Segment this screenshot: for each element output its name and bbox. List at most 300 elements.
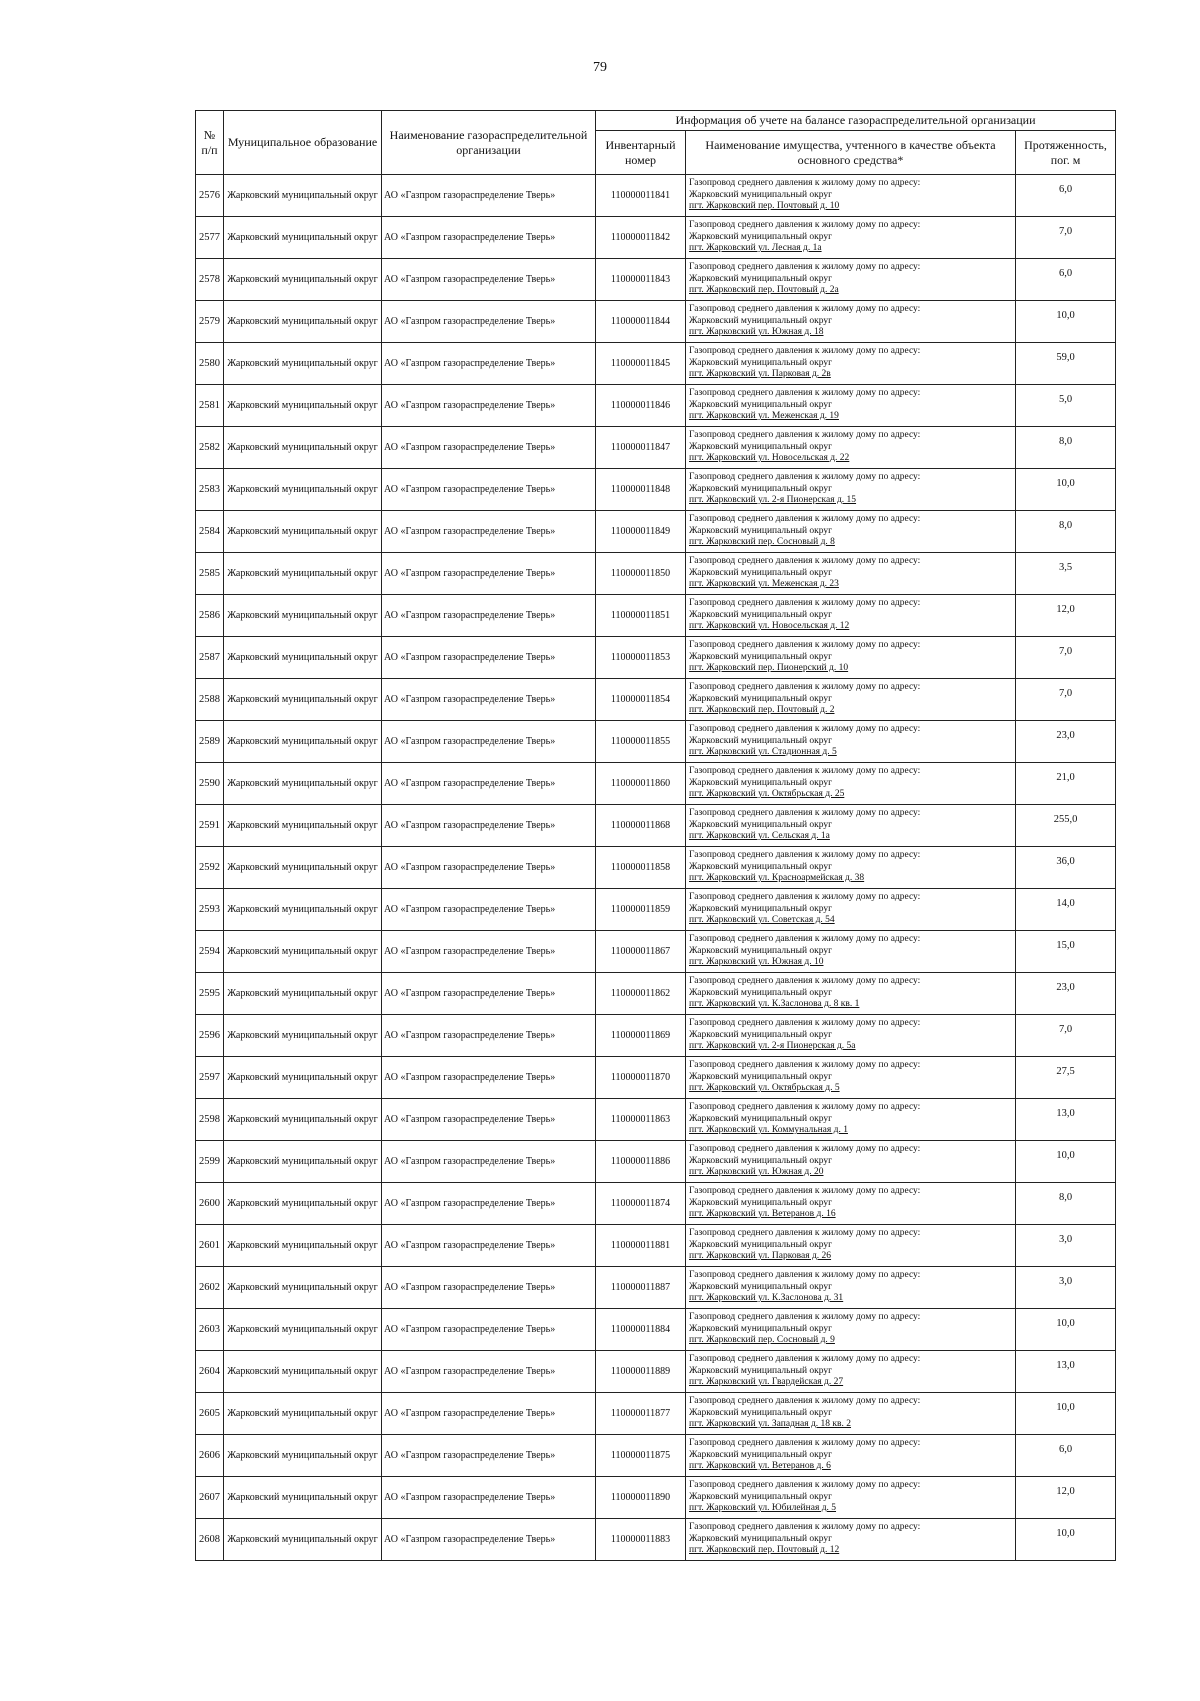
row-number-cell: 2595: [196, 973, 224, 1015]
row-number-cell: 2605: [196, 1393, 224, 1435]
municipality-cell: Жарковский муниципальный округ: [224, 1099, 382, 1141]
inventory-number-cell: 110000011847: [596, 427, 686, 469]
asset-name-cell: [686, 679, 1016, 721]
inventory-number-cell: 110000011883: [596, 1519, 686, 1561]
length-cell: 13,0: [1016, 1351, 1116, 1393]
municipality-cell: Жарковский муниципальный округ: [224, 637, 382, 679]
asset-name-cell: [686, 721, 1016, 763]
length-cell: 6,0: [1016, 259, 1116, 301]
asset-address-line: пгт. Жарковский ул. К.Заслонова д. 31: [689, 1293, 844, 1304]
asset-description-line: Газопровод среднего давления к жилому дому по адресу:: [689, 808, 921, 819]
municipality-cell: Жарковский муниципальный округ: [224, 259, 382, 301]
length-cell: 3,5: [1016, 553, 1116, 595]
asset-description-line: Газопровод среднего давления к жилому дому по адресу:: [689, 976, 921, 987]
asset-description-line: Газопровод среднего давления к жилому дому по адресу:: [689, 1438, 921, 1449]
asset-description-line: Жарковский муниципальный округ: [689, 1281, 833, 1292]
table-row: [196, 511, 1116, 553]
inventory-number-cell: 110000011858: [596, 847, 686, 889]
municipality-cell: Жарковский муниципальный округ: [224, 1141, 382, 1183]
asset-address-line: пгт. Жарковский ул. Советская д. 54: [689, 915, 835, 926]
asset-description-line: Газопровод среднего давления к жилому дому по адресу:: [689, 682, 921, 693]
municipality-cell: Жарковский муниципальный округ: [224, 973, 382, 1015]
asset-description-line: Газопровод среднего давления к жилому дому по адресу:: [689, 1522, 921, 1533]
municipality-cell: Жарковский муниципальный округ: [224, 1225, 382, 1267]
organization-cell: АО «Газпром газораспределение Тверь»: [382, 1309, 596, 1351]
municipality-cell: Жарковский муниципальный округ: [224, 175, 382, 217]
asset-address-line: пгт. Жарковский ул. Западная д. 18 кв. 2: [689, 1419, 852, 1430]
length-cell: 59,0: [1016, 343, 1116, 385]
asset-name-cell: [686, 805, 1016, 847]
inventory-number-cell: 110000011850: [596, 553, 686, 595]
municipality-cell: Жарковский муниципальный округ: [224, 763, 382, 805]
asset-description-line: Жарковский муниципальный округ: [689, 945, 833, 956]
asset-description-line: Газопровод среднего давления к жилому дому по адресу:: [689, 724, 921, 735]
organization-cell: АО «Газпром газораспределение Тверь»: [382, 301, 596, 343]
asset-address-line: пгт. Жарковский ул. Ветеранов д. 6: [689, 1461, 831, 1472]
length-cell: 10,0: [1016, 1309, 1116, 1351]
length-cell: 10,0: [1016, 301, 1116, 343]
asset-description-line: Газопровод среднего давления к жилому дому по адресу:: [689, 346, 921, 357]
asset-description-line: Жарковский муниципальный округ: [689, 1197, 833, 1208]
municipality-cell: Жарковский муниципальный округ: [224, 343, 382, 385]
asset-description-line: Газопровод среднего давления к жилому дому по адресу:: [689, 220, 921, 231]
municipality-cell: Жарковский муниципальный округ: [224, 1435, 382, 1477]
row-number-cell: 2593: [196, 889, 224, 931]
asset-description-line: Газопровод среднего давления к жилому дому по адресу:: [689, 514, 921, 525]
row-number-cell: 2602: [196, 1267, 224, 1309]
inventory-number-cell: 110000011863: [596, 1099, 686, 1141]
organization-cell: АО «Газпром газораспределение Тверь»: [382, 1015, 596, 1057]
asset-description-line: Газопровод среднего давления к жилому дому по адресу:: [689, 1396, 921, 1407]
organization-cell: АО «Газпром газораспределение Тверь»: [382, 595, 596, 637]
row-number-cell: 2579: [196, 301, 224, 343]
municipality-cell: Жарковский муниципальный округ: [224, 217, 382, 259]
asset-name-cell: [686, 427, 1016, 469]
municipality-cell: Жарковский муниципальный округ: [224, 847, 382, 889]
asset-description-line: Жарковский муниципальный округ: [689, 819, 833, 830]
asset-description-line: Жарковский муниципальный округ: [689, 1323, 833, 1334]
row-number-cell: 2582: [196, 427, 224, 469]
organization-cell: АО «Газпром газораспределение Тверь»: [382, 469, 596, 511]
municipality-cell: Жарковский муниципальный округ: [224, 427, 382, 469]
organization-cell: АО «Газпром газораспределение Тверь»: [382, 1477, 596, 1519]
asset-address-line: пгт. Жарковский ул. Октябрьская д. 25: [689, 789, 845, 800]
municipality-cell: Жарковский муниципальный округ: [224, 469, 382, 511]
asset-address-line: пгт. Жарковский ул. Стадионная д. 5: [689, 747, 837, 758]
row-number-cell: 2601: [196, 1225, 224, 1267]
table-row: [196, 889, 1116, 931]
asset-description-line: Газопровод среднего давления к жилому дому по адресу:: [689, 1228, 921, 1239]
organization-cell: АО «Газпром газораспределение Тверь»: [382, 553, 596, 595]
row-number-cell: 2583: [196, 469, 224, 511]
municipality-cell: Жарковский муниципальный округ: [224, 889, 382, 931]
asset-description-line: Жарковский муниципальный округ: [689, 315, 833, 326]
length-cell: 27,5: [1016, 1057, 1116, 1099]
length-cell: 255,0: [1016, 805, 1116, 847]
municipality-cell: Жарковский муниципальный округ: [224, 1057, 382, 1099]
municipality-cell: Жарковский муниципальный округ: [224, 721, 382, 763]
organization-cell: АО «Газпром газораспределение Тверь»: [382, 679, 596, 721]
asset-address-line: пгт. Жарковский пер. Почтовый д. 2: [689, 705, 835, 716]
asset-description-line: Жарковский муниципальный округ: [689, 399, 833, 410]
length-cell: 3,0: [1016, 1225, 1116, 1267]
table-row: [196, 469, 1116, 511]
table-row: [196, 1393, 1116, 1435]
organization-cell: АО «Газпром газораспределение Тверь»: [382, 1435, 596, 1477]
inventory-number-cell: 110000011884: [596, 1309, 686, 1351]
municipality-cell: Жарковский муниципальный округ: [224, 931, 382, 973]
organization-cell: АО «Газпром газораспределение Тверь»: [382, 1267, 596, 1309]
municipality-cell: Жарковский муниципальный округ: [224, 1351, 382, 1393]
asset-address-line: пгт. Жарковский ул. Юбилейная д. 5: [689, 1503, 837, 1514]
inventory-number-cell: 110000011867: [596, 931, 686, 973]
organization-cell: АО «Газпром газораспределение Тверь»: [382, 973, 596, 1015]
asset-description-line: Газопровод среднего давления к жилому дому по адресу:: [689, 850, 921, 861]
asset-description-line: Жарковский муниципальный округ: [689, 567, 833, 578]
asset-address-line: пгт. Жарковский ул. Сельская д. 1а: [689, 831, 830, 842]
asset-address-line: пгт. Жарковский пер. Почтовый д. 10: [689, 201, 840, 212]
municipality-cell: Жарковский муниципальный округ: [224, 511, 382, 553]
table-row: [196, 1183, 1116, 1225]
asset-address-line: пгт. Жарковский ул. Парковая д. 2в: [689, 369, 831, 380]
asset-description-line: Жарковский муниципальный округ: [689, 1239, 833, 1250]
table-row: [196, 1225, 1116, 1267]
asset-description-line: Газопровод среднего давления к жилому дому по адресу:: [689, 430, 921, 441]
inventory-number-cell: 110000011859: [596, 889, 686, 931]
row-number-cell: 2592: [196, 847, 224, 889]
asset-description-line: Газопровод среднего давления к жилому дому по адресу:: [689, 388, 921, 399]
row-number-cell: 2596: [196, 1015, 224, 1057]
row-number-cell: 2586: [196, 595, 224, 637]
table-row: [196, 217, 1116, 259]
length-cell: 6,0: [1016, 175, 1116, 217]
asset-name-cell: [686, 1393, 1016, 1435]
asset-description-line: Жарковский муниципальный округ: [689, 273, 833, 284]
asset-description-line: Жарковский муниципальный округ: [689, 861, 833, 872]
table-row: [196, 595, 1116, 637]
asset-address-line: пгт. Жарковский ул. Парковая д. 26: [689, 1251, 832, 1262]
row-number-cell: 2588: [196, 679, 224, 721]
asset-description-line: Жарковский муниципальный округ: [689, 483, 833, 494]
asset-name-cell: [686, 1435, 1016, 1477]
inventory-number-cell: 110000011862: [596, 973, 686, 1015]
asset-address-line: пгт. Жарковский ул. Новосельская д. 22: [689, 453, 850, 464]
row-number-cell: 2594: [196, 931, 224, 973]
organization-cell: АО «Газпром газораспределение Тверь»: [382, 427, 596, 469]
inventory-number-cell: 110000011869: [596, 1015, 686, 1057]
asset-description-line: Жарковский муниципальный округ: [689, 525, 833, 536]
length-cell: 6,0: [1016, 1435, 1116, 1477]
inventory-number-cell: 110000011887: [596, 1267, 686, 1309]
municipality-cell: Жарковский муниципальный округ: [224, 1309, 382, 1351]
asset-description-line: Газопровод среднего давления к жилому дому по адресу:: [689, 766, 921, 777]
header-asset: Наименование имущества, учтенного в качестве объекта основного средства*: [686, 131, 1016, 175]
asset-description-line: Газопровод среднего давления к жилому дому по адресу:: [689, 1060, 921, 1071]
asset-name-cell: [686, 973, 1016, 1015]
inventory-number-cell: 110000011848: [596, 469, 686, 511]
inventory-number-cell: 110000011890: [596, 1477, 686, 1519]
inventory-number-cell: 110000011841: [596, 175, 686, 217]
inventory-number-cell: 110000011851: [596, 595, 686, 637]
inventory-number-cell: 110000011853: [596, 637, 686, 679]
asset-address-line: пгт. Жарковский пер. Сосновый д. 8: [689, 537, 835, 548]
asset-address-line: пгт. Жарковский ул. Меженская д. 19: [689, 411, 839, 422]
page-number: 79: [593, 60, 607, 75]
inventory-number-cell: 110000011868: [596, 805, 686, 847]
asset-description-line: Газопровод среднего давления к жилому дому по адресу:: [689, 1270, 921, 1281]
asset-description-line: Жарковский муниципальный округ: [689, 777, 833, 788]
row-number-cell: 2589: [196, 721, 224, 763]
asset-description-line: Газопровод среднего давления к жилому дому по адресу:: [689, 1144, 921, 1155]
table-row: [196, 679, 1116, 721]
asset-name-cell: [686, 553, 1016, 595]
inventory-number-cell: 110000011843: [596, 259, 686, 301]
asset-name-cell: [686, 301, 1016, 343]
asset-description-line: Газопровод среднего давления к жилому дому по адресу:: [689, 1186, 921, 1197]
asset-address-line: пгт. Жарковский ул. К.Заслонова д. 8 кв. 1: [689, 999, 860, 1010]
length-cell: 10,0: [1016, 1519, 1116, 1561]
asset-name-cell: [686, 1057, 1016, 1099]
organization-cell: АО «Газпром газораспределение Тверь»: [382, 1225, 596, 1267]
length-cell: 12,0: [1016, 1477, 1116, 1519]
inventory-number-cell: 110000011889: [596, 1351, 686, 1393]
length-cell: 10,0: [1016, 469, 1116, 511]
table-row: [196, 973, 1116, 1015]
table-row: [196, 763, 1116, 805]
asset-description-line: Жарковский муниципальный округ: [689, 651, 833, 662]
table-header: [196, 111, 1116, 175]
asset-description-line: Газопровод среднего давления к жилому дому по адресу:: [689, 892, 921, 903]
asset-description-line: Жарковский муниципальный округ: [689, 1113, 833, 1124]
table-body: [196, 175, 1116, 1561]
length-cell: 3,0: [1016, 1267, 1116, 1309]
row-number-cell: 2600: [196, 1183, 224, 1225]
asset-name-cell: [686, 511, 1016, 553]
asset-description-line: Жарковский муниципальный округ: [689, 735, 833, 746]
table-row: [196, 931, 1116, 973]
asset-description-line: Жарковский муниципальный округ: [689, 231, 833, 242]
organization-cell: АО «Газпром газораспределение Тверь»: [382, 1519, 596, 1561]
asset-address-line: пгт. Жарковский ул. Южная д. 10: [689, 957, 824, 968]
organization-cell: АО «Газпром газораспределение Тверь»: [382, 175, 596, 217]
asset-description-line: Газопровод среднего давления к жилому дому по адресу:: [689, 1354, 921, 1365]
asset-address-line: пгт. Жарковский ул. Южная д. 18: [689, 327, 824, 338]
organization-cell: АО «Газпром газораспределение Тверь»: [382, 259, 596, 301]
length-cell: 7,0: [1016, 1015, 1116, 1057]
asset-name-cell: [686, 847, 1016, 889]
asset-description-line: Газопровод среднего давления к жилому дому по адресу:: [689, 472, 921, 483]
table-row: [196, 1267, 1116, 1309]
length-cell: 13,0: [1016, 1099, 1116, 1141]
asset-description-line: Жарковский муниципальный округ: [689, 189, 833, 200]
organization-cell: АО «Газпром газораспределение Тверь»: [382, 931, 596, 973]
municipality-cell: Жарковский муниципальный округ: [224, 595, 382, 637]
inventory-number-cell: 110000011846: [596, 385, 686, 427]
row-number-cell: 2581: [196, 385, 224, 427]
header-inventory: Инвентарный номер: [596, 131, 686, 175]
asset-address-line: пгт. Жарковский ул. Южная д. 20: [689, 1167, 824, 1178]
asset-description-line: Газопровод среднего давления к жилому дому по адресу:: [689, 1312, 921, 1323]
row-number-cell: 2587: [196, 637, 224, 679]
length-cell: 36,0: [1016, 847, 1116, 889]
table-row: [196, 175, 1116, 217]
table-row: [196, 1309, 1116, 1351]
length-cell: 23,0: [1016, 721, 1116, 763]
length-cell: 10,0: [1016, 1141, 1116, 1183]
length-cell: 7,0: [1016, 217, 1116, 259]
organization-cell: АО «Газпром газораспределение Тверь»: [382, 385, 596, 427]
municipality-cell: Жарковский муниципальный округ: [224, 385, 382, 427]
asset-name-cell: [686, 1519, 1016, 1561]
asset-name-cell: [686, 1477, 1016, 1519]
asset-address-line: пгт. Жарковский ул. 2-я Пионерская д. 5а: [689, 1041, 856, 1052]
asset-name-cell: [686, 1141, 1016, 1183]
table-row: [196, 343, 1116, 385]
organization-cell: АО «Газпром газораспределение Тверь»: [382, 1351, 596, 1393]
organization-cell: АО «Газпром газораспределение Тверь»: [382, 1393, 596, 1435]
asset-description-line: Жарковский муниципальный округ: [689, 1155, 833, 1166]
header-municipality: Муниципальное образование: [224, 111, 382, 175]
asset-name-cell: [686, 637, 1016, 679]
municipality-cell: Жарковский муниципальный округ: [224, 1183, 382, 1225]
inventory-number-cell: 110000011860: [596, 763, 686, 805]
row-number-cell: 2578: [196, 259, 224, 301]
asset-description-line: Газопровод среднего давления к жилому дому по адресу:: [689, 934, 921, 945]
asset-address-line: пгт. Жарковский пер. Почтовый д. 2а: [689, 285, 839, 296]
asset-name-cell: [686, 343, 1016, 385]
organization-cell: АО «Газпром газораспределение Тверь»: [382, 763, 596, 805]
asset-name-cell: [686, 1225, 1016, 1267]
asset-description-line: Газопровод среднего давления к жилому дому по адресу:: [689, 1018, 921, 1029]
asset-address-line: пгт. Жарковский ул. Октябрьская д. 5: [689, 1083, 840, 1094]
header-organization: Наименование газораспределительной организации: [382, 111, 596, 175]
table-row: [196, 847, 1116, 889]
row-number-cell: 2606: [196, 1435, 224, 1477]
asset-description-line: Жарковский муниципальный округ: [689, 693, 833, 704]
inventory-number-cell: 110000011842: [596, 217, 686, 259]
table-row: [196, 1519, 1116, 1561]
asset-name-cell: [686, 763, 1016, 805]
length-cell: 14,0: [1016, 889, 1116, 931]
asset-description-line: Жарковский муниципальный округ: [689, 1533, 833, 1544]
table-row: [196, 1435, 1116, 1477]
organization-cell: АО «Газпром газораспределение Тверь»: [382, 637, 596, 679]
table-row: [196, 301, 1116, 343]
municipality-cell: Жарковский муниципальный округ: [224, 1393, 382, 1435]
asset-address-line: пгт. Жарковский ул. Лесная д. 1а: [689, 243, 822, 254]
asset-name-cell: [686, 175, 1016, 217]
municipality-cell: Жарковский муниципальный округ: [224, 679, 382, 721]
inventory-number-cell: 110000011874: [596, 1183, 686, 1225]
asset-description-line: Газопровод среднего давления к жилому дому по адресу:: [689, 640, 921, 651]
asset-name-cell: [686, 217, 1016, 259]
asset-description-line: Газопровод среднего давления к жилому дому по адресу:: [689, 1480, 921, 1491]
organization-cell: АО «Газпром газораспределение Тверь»: [382, 217, 596, 259]
asset-description-line: Жарковский муниципальный округ: [689, 1449, 833, 1460]
asset-description-line: Жарковский муниципальный округ: [689, 1029, 833, 1040]
organization-cell: АО «Газпром газораспределение Тверь»: [382, 847, 596, 889]
length-cell: 12,0: [1016, 595, 1116, 637]
table-row: [196, 805, 1116, 847]
table-row: [196, 259, 1116, 301]
row-number-cell: 2597: [196, 1057, 224, 1099]
asset-name-cell: [686, 889, 1016, 931]
length-cell: 8,0: [1016, 511, 1116, 553]
municipality-cell: Жарковский муниципальный округ: [224, 553, 382, 595]
asset-name-cell: [686, 259, 1016, 301]
table-row: [196, 1015, 1116, 1057]
asset-description-line: Жарковский муниципальный округ: [689, 1365, 833, 1376]
municipality-cell: Жарковский муниципальный округ: [224, 1015, 382, 1057]
length-cell: 23,0: [1016, 973, 1116, 1015]
length-cell: 10,0: [1016, 1393, 1116, 1435]
asset-name-cell: [686, 1015, 1016, 1057]
row-number-cell: 2608: [196, 1519, 224, 1561]
organization-cell: АО «Газпром газораспределение Тверь»: [382, 889, 596, 931]
asset-description-line: Газопровод среднего давления к жилому дому по адресу:: [689, 262, 921, 273]
organization-cell: АО «Газпром газораспределение Тверь»: [382, 1141, 596, 1183]
inventory-number-cell: 110000011855: [596, 721, 686, 763]
row-number-cell: 2576: [196, 175, 224, 217]
asset-table-container: [195, 110, 1115, 1561]
length-cell: 8,0: [1016, 427, 1116, 469]
asset-name-cell: [686, 1309, 1016, 1351]
organization-cell: АО «Газпром газораспределение Тверь»: [382, 1057, 596, 1099]
asset-address-line: пгт. Жарковский ул. 2-я Пионерская д. 15: [689, 495, 857, 506]
row-number-cell: 2584: [196, 511, 224, 553]
row-number-cell: 2585: [196, 553, 224, 595]
asset-name-cell: [686, 1183, 1016, 1225]
row-number-cell: 2603: [196, 1309, 224, 1351]
asset-address-line: пгт. Жарковский ул. Красноармейская д. 38: [689, 873, 865, 884]
municipality-cell: Жарковский муниципальный округ: [224, 1519, 382, 1561]
header-length: Протяженность, пог. м: [1016, 131, 1116, 175]
asset-address-line: пгт. Жарковский ул. Коммунальная д. 1: [689, 1125, 848, 1136]
row-number-cell: 2580: [196, 343, 224, 385]
header-num: № п/п: [196, 111, 224, 175]
inventory-number-cell: 110000011844: [596, 301, 686, 343]
asset-name-cell: [686, 595, 1016, 637]
organization-cell: АО «Газпром газораспределение Тверь»: [382, 343, 596, 385]
row-number-cell: 2598: [196, 1099, 224, 1141]
inventory-number-cell: 110000011854: [596, 679, 686, 721]
asset-description-line: Жарковский муниципальный округ: [689, 441, 833, 452]
table-row: [196, 427, 1116, 469]
organization-cell: АО «Газпром газораспределение Тверь»: [382, 511, 596, 553]
inventory-number-cell: 110000011877: [596, 1393, 686, 1435]
length-cell: 5,0: [1016, 385, 1116, 427]
asset-address-line: пгт. Жарковский пер. Почтовый д. 12: [689, 1545, 840, 1556]
asset-description-line: Жарковский муниципальный округ: [689, 1407, 833, 1418]
table-row: [196, 1099, 1116, 1141]
table-row: [196, 1141, 1116, 1183]
asset-address-line: пгт. Жарковский ул. Ветеранов д. 16: [689, 1209, 836, 1220]
row-number-cell: 2604: [196, 1351, 224, 1393]
municipality-cell: Жарковский муниципальный округ: [224, 1477, 382, 1519]
length-cell: 21,0: [1016, 763, 1116, 805]
length-cell: 8,0: [1016, 1183, 1116, 1225]
asset-name-cell: [686, 469, 1016, 511]
asset-description-line: Жарковский муниципальный округ: [689, 1491, 833, 1502]
inventory-number-cell: 110000011870: [596, 1057, 686, 1099]
asset-description-line: Газопровод среднего давления к жилому дому по адресу:: [689, 1102, 921, 1113]
asset-name-cell: [686, 1267, 1016, 1309]
inventory-number-cell: 110000011881: [596, 1225, 686, 1267]
asset-description-line: Газопровод среднего давления к жилому дому по адресу:: [689, 304, 921, 315]
asset-description-line: Жарковский муниципальный округ: [689, 357, 833, 368]
table-row: [196, 385, 1116, 427]
length-cell: 15,0: [1016, 931, 1116, 973]
